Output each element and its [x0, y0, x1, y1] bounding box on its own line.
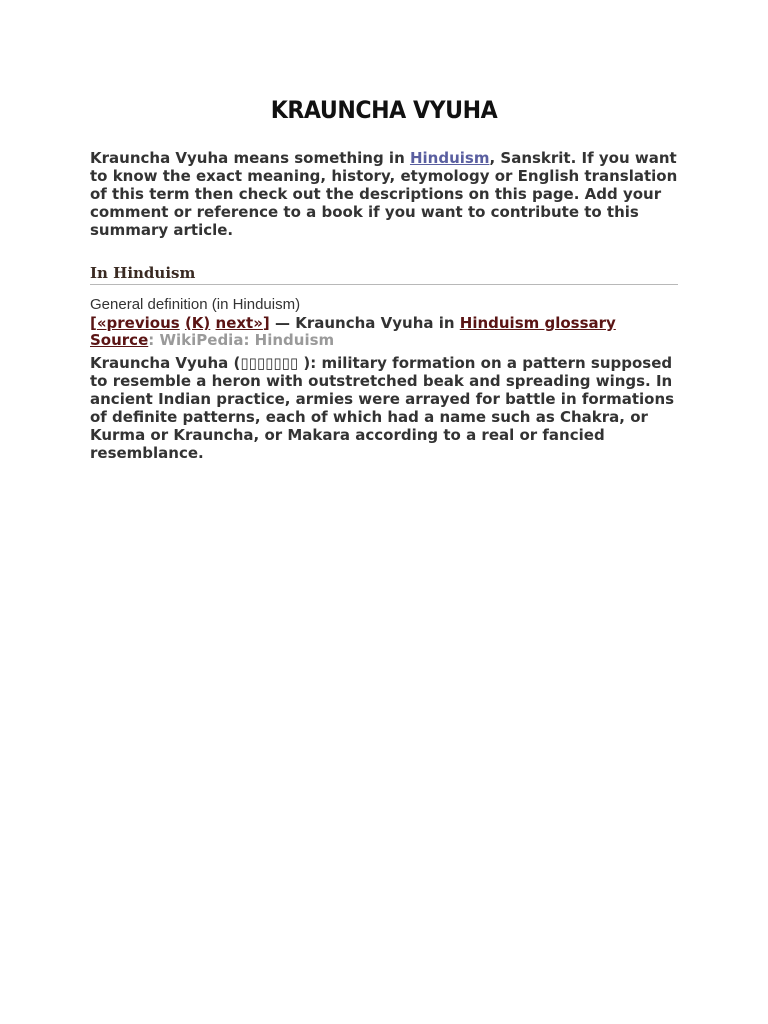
- source-link[interactable]: Source: [90, 331, 149, 349]
- intro-text-end: , Sanskrit. If you want to know the exact meaning, history, etymology or English translation of this term then check out the descriptions on this page. Add your comment or reference to a book if you want to contribute to this summary article.: [90, 149, 678, 239]
- letter-k-link[interactable]: (K): [184, 314, 211, 332]
- glossary-nav: [90, 314, 678, 332]
- intro-text-start: Kraunchа Vyuha means something in: [90, 149, 410, 167]
- nav-middle-text: — Kraunchа Vyuha in: [269, 314, 460, 332]
- hinduism-glossary-link[interactable]: Hinduism glossary: [459, 314, 616, 332]
- next-link[interactable]: next»: [215, 314, 263, 332]
- hinduism-link[interactable]: Hinduism: [409, 149, 490, 167]
- source-line: [90, 331, 678, 349]
- definition-text: Kraunchа Vyuha (▯▯▯▯▯▯▯ ): military formation on a pattern supposed to resemble a heron with outstretched beak and spreading wings. In ancient Indian practice, armies were arrayed for battle in formations of definite patterns, each of which had a name such as Chakra, or Kurma or Kraunchа, or Makara according to a real or fancied resemblance.: [90, 354, 675, 462]
- page-title: KRAUNCHA VYUHA: [270, 96, 498, 124]
- nav-close-bracket: ]: [262, 314, 270, 332]
- nav-open-bracket: [: [90, 314, 97, 332]
- intro-paragraph: [90, 149, 678, 239]
- source-value: : WikiPedia: Hinduism: [148, 331, 335, 349]
- previous-link[interactable]: «previous: [96, 314, 180, 332]
- definition-subheading: General definition (in Hinduism): [90, 296, 301, 313]
- section-heading: In Hinduism: [90, 264, 678, 285]
